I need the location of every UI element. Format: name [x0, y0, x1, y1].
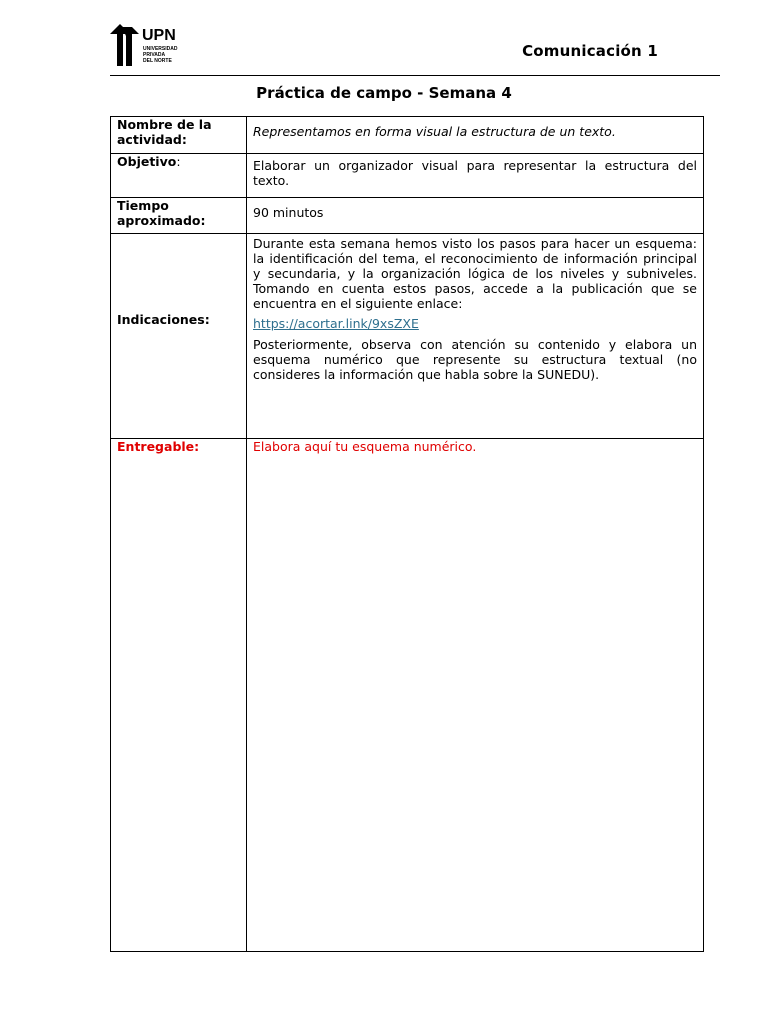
- activity-name-value: Representamos en forma visual la estructura de un texto.: [247, 117, 704, 154]
- objective-label-cell: [111, 154, 247, 198]
- table-row-objective: [111, 154, 704, 198]
- deliverable-area[interactable]: Elabora aquí tu esquema numérico.: [247, 439, 704, 952]
- indications-label: Indicaciones:: [111, 234, 247, 439]
- table-row-indications: [111, 234, 704, 439]
- activity-name-label: Nombre de la actividad:: [111, 117, 247, 154]
- table-row-time: [111, 198, 704, 234]
- indications-paragraph-2: Posteriormente, observa con atención su contenido y elabora un esquema numérico que represente su estructura textual (no consideres la información que habla sobre la SUNEDU).: [253, 337, 697, 382]
- deliverable-label: Entregable:: [111, 439, 247, 952]
- upn-logo-mark: [108, 24, 188, 68]
- time-value: 90 minutos: [247, 198, 704, 234]
- objective-colon: :: [176, 154, 181, 169]
- publication-link[interactable]: https://acortar.link/9xsZXE: [253, 316, 419, 331]
- table-row-deliverable: [111, 439, 704, 952]
- objective-label: Objetivo: [117, 154, 177, 169]
- indications-cell: [247, 234, 704, 439]
- page-title: Práctica de campo - Semana 4: [256, 84, 512, 102]
- header-divider: [110, 75, 720, 76]
- logo-wordmark: UPN: [142, 27, 176, 44]
- upn-logo: [108, 24, 188, 68]
- time-label: Tiempo aproximado:: [111, 198, 247, 234]
- objective-value: Elaborar un organizador visual para representar la estructura del texto.: [247, 154, 704, 198]
- logo-subtitle-2: PRIVADA: [143, 52, 166, 58]
- table-row-name: [111, 117, 704, 154]
- activity-table: [110, 116, 704, 952]
- logo-subtitle-1: UNIVERSIDAD: [143, 46, 178, 52]
- course-title: Comunicación 1: [522, 42, 658, 60]
- indications-paragraph-1: Durante esta semana hemos visto los pasos para hacer un esquema: la identificación del tema, el reconocimiento de información principal y secundaria, y la organización lógica de los niveles y subniveles. Tomando en cuenta estos pasos, accede a la publicación que se encuentra en el siguiente enlace:: [253, 236, 697, 311]
- logo-subtitle-3: DEL NORTE: [143, 58, 172, 64]
